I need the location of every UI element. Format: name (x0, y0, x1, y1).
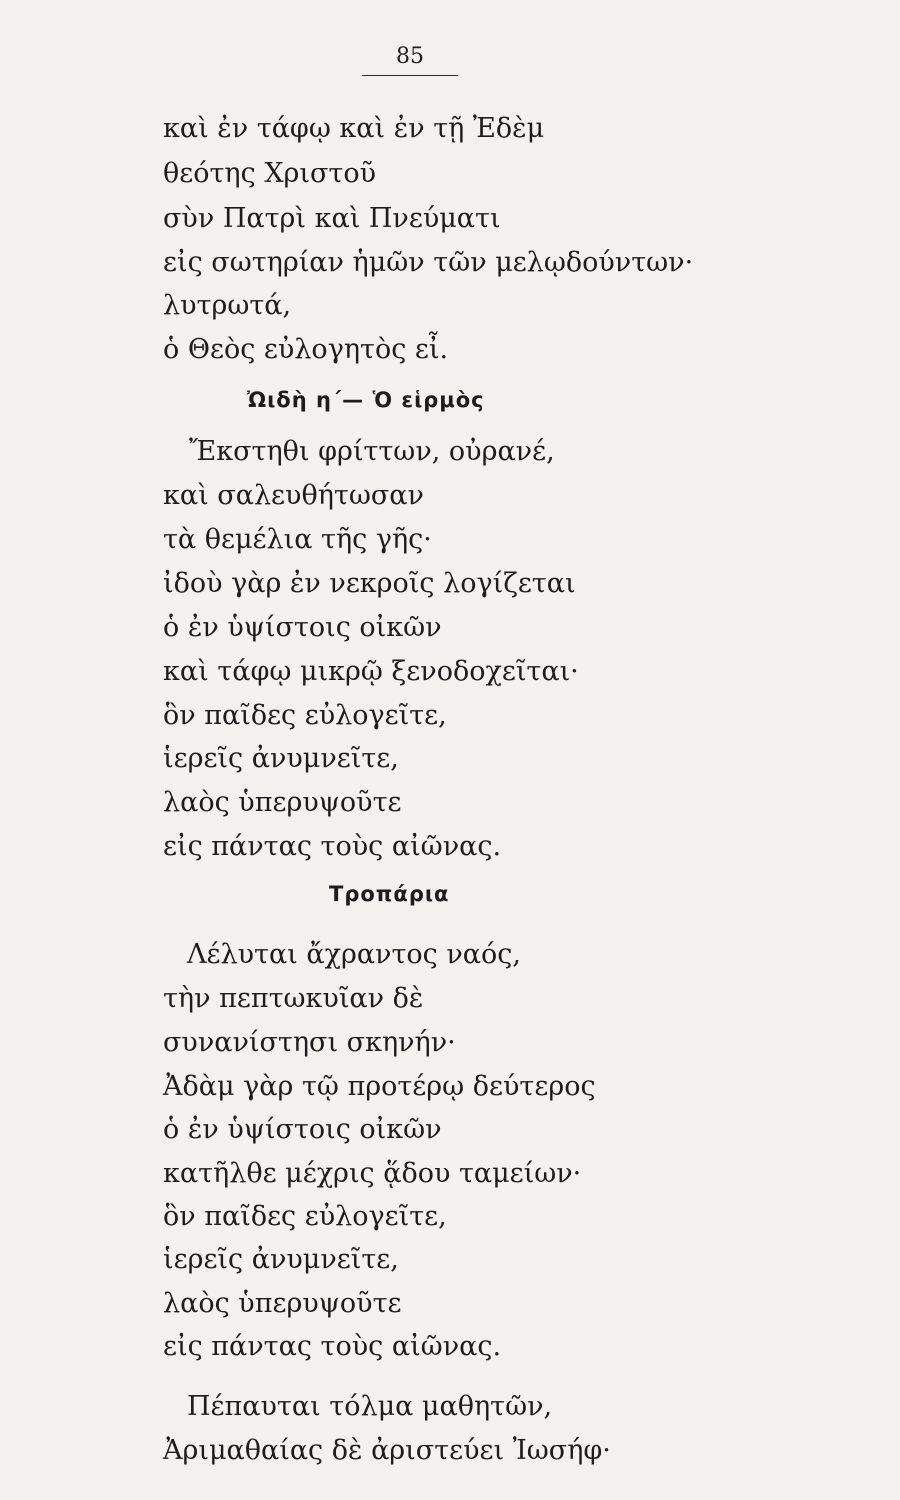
text-line: Λέλυται ἄχραντος ναός, (187, 939, 521, 970)
section-heading-ode: Ὠιδὴ η΄— Ὁ εἱρμὸς (247, 388, 485, 412)
text-line: κατῆλθε μέχρις ᾅδου ταμείων· (163, 1158, 582, 1189)
text-line: ἱερεῖς ἀνυμνεῖτε, (163, 1244, 399, 1275)
text-line: καὶ σαλευθήτωσαν (163, 480, 424, 511)
text-line: ὃν παῖδες εὐλογεῖτε, (163, 1201, 447, 1232)
text-line: Ἔκστηθι φρίττων, οὐρανέ, (189, 436, 555, 467)
text-line: Ἀδὰμ γὰρ τῷ προτέρῳ δεύτερος (163, 1071, 596, 1102)
text-line: καὶ τάφῳ μικρῷ ξενοδοχεῖται· (163, 656, 579, 687)
text-line: ὃν παῖδες εὐλογεῖτε, (163, 700, 447, 731)
page-number-rule (362, 75, 458, 76)
text-line: ὁ ἐν ὑψίστοις οἰκῶν (163, 612, 442, 643)
text-line: ὁ Θεὸς εὐλογητὸς εἶ. (163, 334, 449, 365)
text-line: Πέπαυται τόλμα μαθητῶν, (187, 1391, 553, 1422)
page-number: 85 (396, 44, 424, 69)
text-line: ἱερεῖς ἀνυμνεῖτε, (163, 743, 399, 774)
section-heading-troparia: Τροπάρια (329, 882, 450, 906)
text-line: τὴν πεπτωκυῖαν δὲ (163, 983, 424, 1014)
text-line: ἰδοὺ γὰρ ἐν νεκροῖς λογίζεται (163, 568, 576, 599)
text-line: συνανίστησι σκηνήν· (163, 1027, 456, 1058)
text-line: σὺν Πατρὶ καὶ Πνεύματι (163, 203, 501, 234)
text-line: εἰς σωτηρίαν ἡμῶν τῶν μελῳδούντων· (163, 247, 694, 278)
text-line: Ἀριμαθαίας δὲ ἀριστεύει Ἰωσήφ· (163, 1435, 611, 1466)
text-line: τὰ θεμέλια τῆς γῆς· (163, 524, 432, 555)
text-line: καὶ ἐν τάφῳ καὶ ἐν τῇ Ἐδὲμ (163, 113, 545, 144)
text-line: εἰς πάντας τοὺς αἰῶνας. (163, 831, 502, 862)
text-line: λαὸς ὑπερυψοῦτε (163, 1288, 402, 1319)
text-line: λυτρωτά, (163, 290, 292, 321)
text-line: θεότης Χριστοῦ (163, 158, 377, 189)
text-line: λαὸς ὑπερυψοῦτε (163, 787, 402, 818)
text-line: εἰς πάντας τοὺς αἰῶνας. (163, 1331, 502, 1362)
text-line: ὁ ἐν ὑψίστοις οἰκῶν (163, 1114, 442, 1145)
